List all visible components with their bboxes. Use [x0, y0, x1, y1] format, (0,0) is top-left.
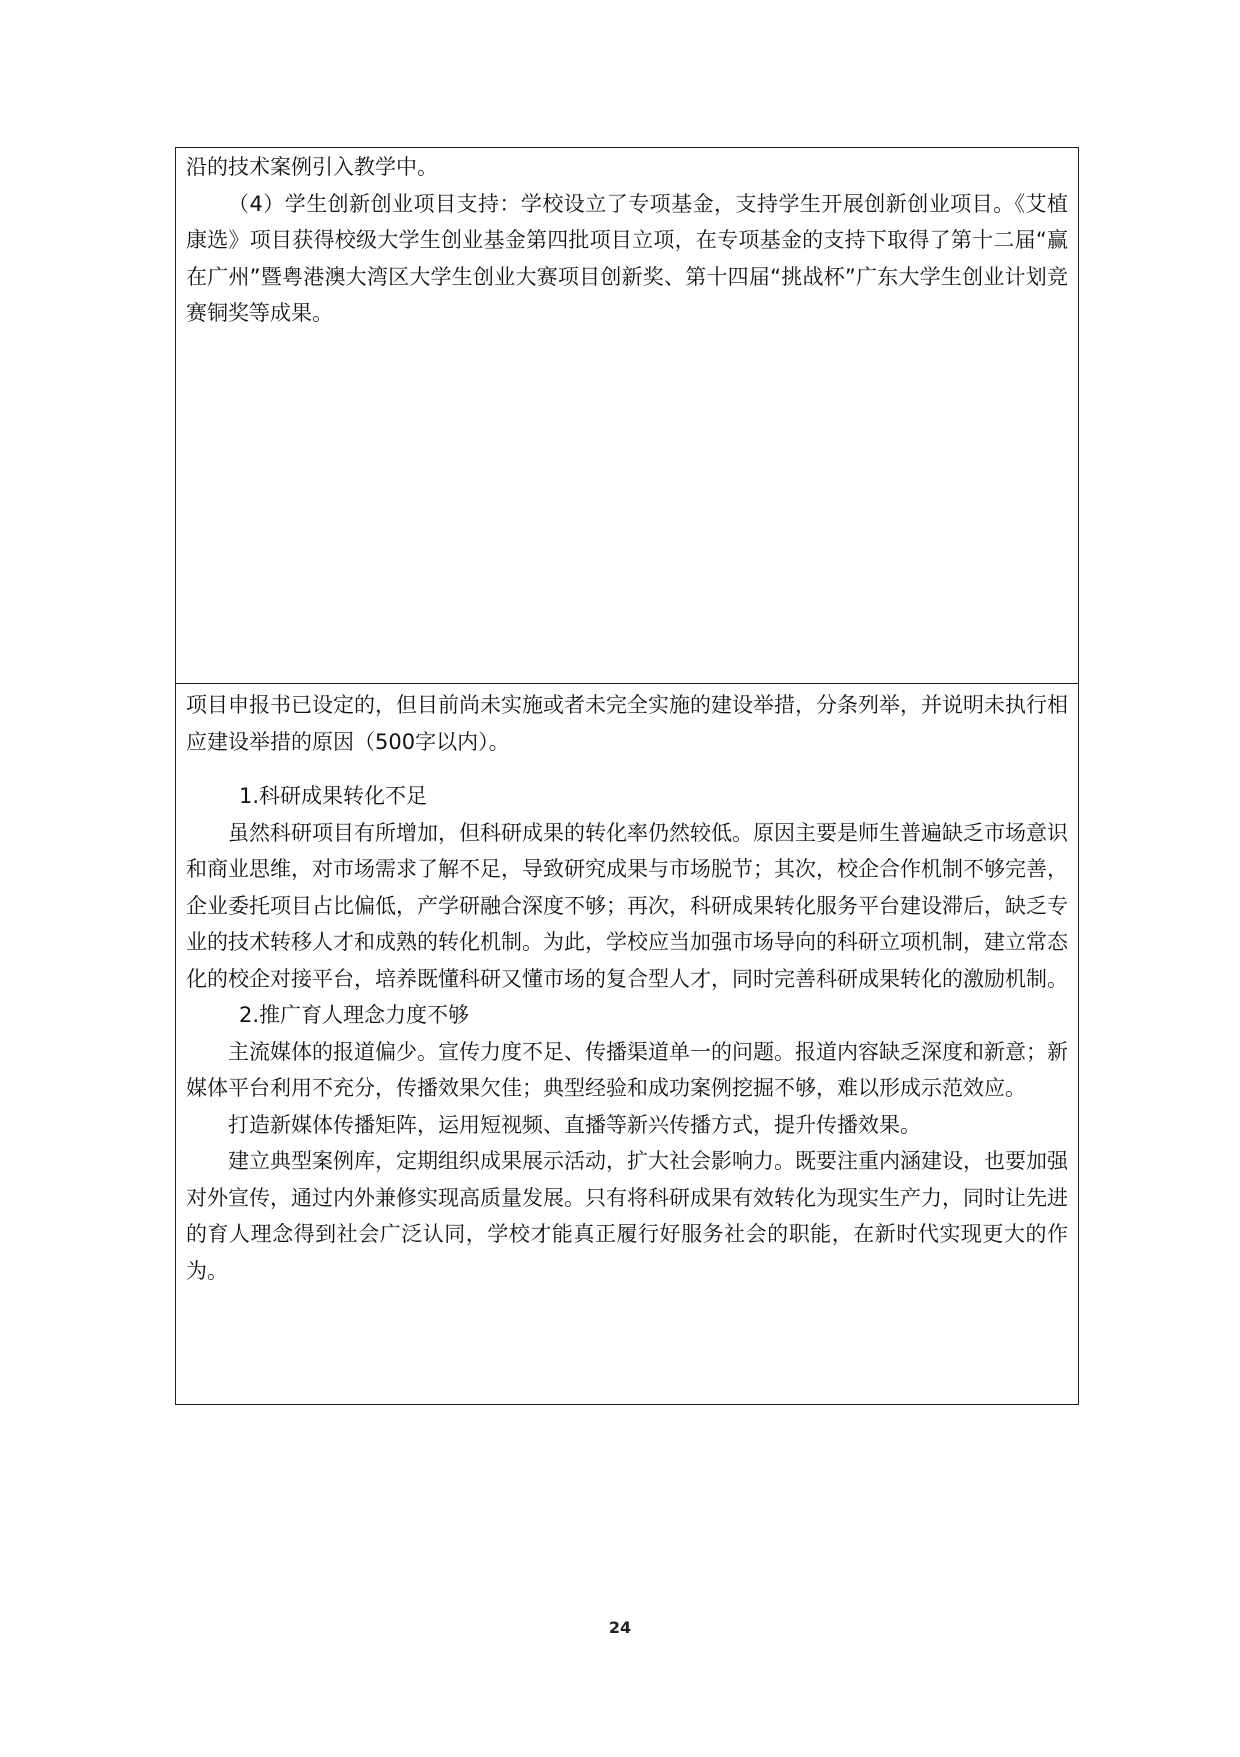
- item-heading: 1.科研成果转化不足: [239, 784, 428, 808]
- section-prompt: 项目申报书已设定的，但目前尚未实施或者未完全实施的建设举措，分条列举，并说明未执行相应建设举措的原因（500字以内）。: [186, 693, 1068, 754]
- paragraph: （4）学生创新创业项目支持：学校设立了专项基金，支持学生开展创新创业项目。《艾植康选》项目获得校级大学生创业基金第四批项目立项，在专项基金的支持下取得了第十二届“赢在广州”暨粤港澳大湾区大学生创业大赛项目创新奖、第十四届“挑战杯”广东大学生创业计划竞赛铜奖等成果。: [186, 191, 1068, 325]
- paragraph: 沿的技术案例引入教学中。: [186, 155, 438, 179]
- page-number: 24: [608, 1618, 632, 1637]
- paragraph: 主流媒体的报道偏少。宣传力度不足、传播渠道单一的问题。报道内容缺乏深度和新意；新媒体平台利用不充分，传播效果欠佳；典型经验和成功案例挖掘不够，难以形成示范效应。: [186, 1039, 1068, 1100]
- item-heading: 2.推广育人理念力度不够: [239, 1003, 470, 1027]
- paragraph: 虽然科研项目有所增加，但科研成果的转化率仍然较低。原因主要是师生普遍缺乏市场意识和商业思维，对市场需求了解不足，导致研究成果与市场脱节；其次，校企合作机制不够完善，企业委托项目占比偏低，产学研融合深度不够；再次，科研成果转化服务平台建设滞后，缺乏专业的技术转移人才和成熟的转化机制。为此，学校应当加强市场导向的科研立项机制，建立常态化的校企对接平台，培养既懂科研又懂市场的复合型人才，同时完善科研成果转化的激励机制。: [186, 820, 1068, 991]
- spacer: [186, 760, 1068, 778]
- report-table: [175, 147, 1079, 1405]
- table-cell-unimplemented-measures: [176, 684, 1078, 1404]
- paragraph: 打造新媒体传播矩阵，运用短视频、直播等新兴传播方式，提升传播效果。: [228, 1112, 921, 1137]
- paragraph: 建立典型案例库，定期组织成果展示活动，扩大社会影响力。既要注重内涵建设，也要加强对外宣传，通过内外兼修实现高质量发展。只有将科研成果有效转化为现实生产力，同时让先进的育人理念得到社会广泛认同，学校才能真正履行好服务社会的职能，在新时代实现更大的作为。: [186, 1149, 1068, 1283]
- table-cell-achievements: [176, 148, 1078, 684]
